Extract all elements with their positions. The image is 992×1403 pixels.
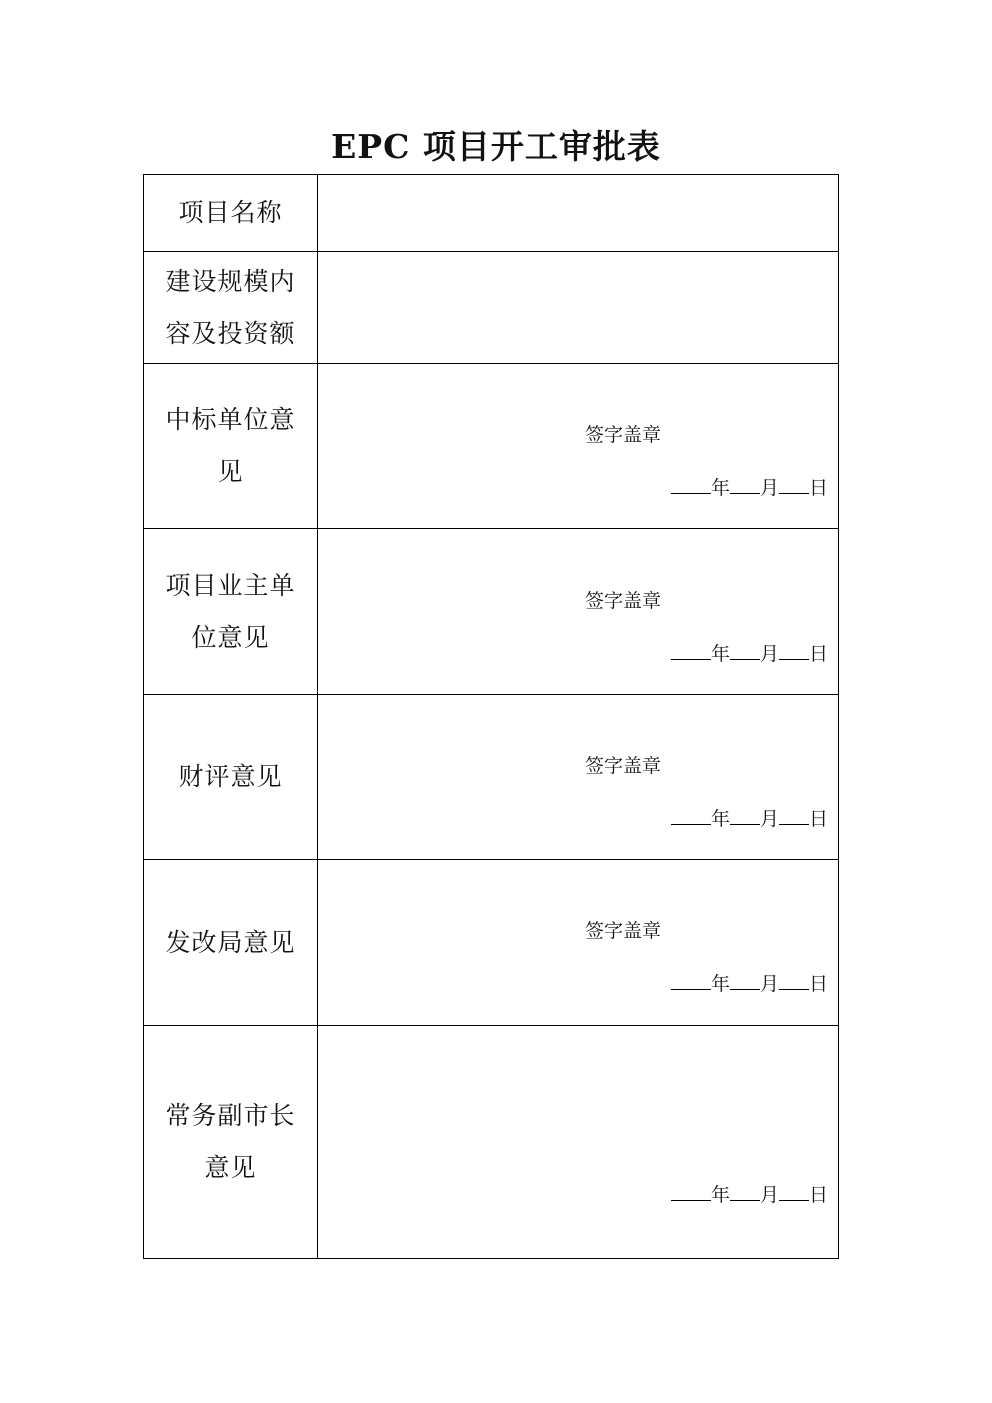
day-blank[interactable] [779, 806, 809, 825]
date-line [671, 641, 828, 666]
month-label: 月 [759, 477, 779, 499]
row-label-cell [144, 1026, 318, 1258]
financial-review-opinion-field[interactable] [318, 695, 838, 859]
month-label: 月 [759, 973, 779, 995]
winning-bidder-opinion-field[interactable] [318, 364, 838, 528]
signature-seal-label: 签字盖章 [585, 920, 662, 942]
page-title: EPC 项目开工审批表 [331, 127, 661, 166]
form-row-financial-review-opinion [144, 695, 838, 860]
year-label: 年 [710, 1184, 730, 1206]
row-label: 常务副市长意见 [165, 1101, 296, 1182]
date-line [671, 1182, 828, 1207]
row-label: 发改局意见 [165, 927, 296, 957]
date-line [671, 806, 828, 831]
row-label-cell [144, 252, 318, 363]
year-label: 年 [710, 643, 730, 665]
day-label: 日 [808, 477, 828, 499]
form-row-vice-mayor-opinion [144, 1026, 838, 1258]
row-label-cell [144, 529, 318, 694]
row-label: 项目业主单位意见 [165, 570, 296, 652]
day-blank[interactable] [779, 971, 809, 990]
form-row-owner-opinion [144, 529, 838, 695]
month-blank[interactable] [730, 641, 760, 660]
day-blank[interactable] [779, 641, 809, 660]
month-blank[interactable] [730, 475, 760, 494]
day-label: 日 [808, 1184, 828, 1206]
row-label-cell [144, 175, 318, 251]
row-label: 项目名称 [178, 198, 283, 227]
row-label-cell [144, 364, 318, 528]
form-row-scale-investment [144, 252, 838, 364]
year-label: 年 [710, 808, 730, 830]
form-row-winning-bidder-opinion [144, 364, 838, 529]
day-blank[interactable] [779, 475, 809, 494]
scale-investment-field[interactable] [318, 252, 838, 363]
year-blank[interactable] [671, 1182, 711, 1201]
approval-form-table [143, 174, 839, 1259]
owner-opinion-field[interactable] [318, 529, 838, 694]
month-label: 月 [759, 808, 779, 830]
vice-mayor-opinion-field[interactable] [318, 1026, 838, 1258]
date-line [671, 475, 828, 500]
year-label: 年 [710, 973, 730, 995]
row-label: 财评意见 [178, 762, 283, 791]
day-blank[interactable] [779, 1182, 809, 1201]
day-label: 日 [808, 808, 828, 830]
month-blank[interactable] [730, 971, 760, 990]
row-label-cell [144, 695, 318, 859]
development-reform-opinion-field[interactable] [318, 860, 838, 1025]
year-label: 年 [710, 477, 730, 499]
day-label: 日 [808, 643, 828, 665]
month-label: 月 [759, 643, 779, 665]
year-blank[interactable] [671, 641, 711, 660]
year-blank[interactable] [671, 971, 711, 990]
row-label: 建设规模内容及投资额 [165, 266, 296, 348]
signature-seal-label: 签字盖章 [585, 424, 662, 446]
signature-seal-label: 签字盖章 [585, 590, 662, 612]
row-label: 中标单位意见 [165, 405, 296, 486]
signature-seal-label: 签字盖章 [585, 755, 662, 777]
day-label: 日 [808, 973, 828, 995]
year-blank[interactable] [671, 475, 711, 494]
project-name-field[interactable] [318, 175, 838, 251]
year-blank[interactable] [671, 806, 711, 825]
date-line [671, 971, 828, 996]
month-blank[interactable] [730, 1182, 760, 1201]
row-label-cell [144, 860, 318, 1025]
form-row-project-name [144, 175, 838, 252]
month-blank[interactable] [730, 806, 760, 825]
form-row-development-reform-opinion [144, 860, 838, 1026]
month-label: 月 [759, 1184, 779, 1206]
